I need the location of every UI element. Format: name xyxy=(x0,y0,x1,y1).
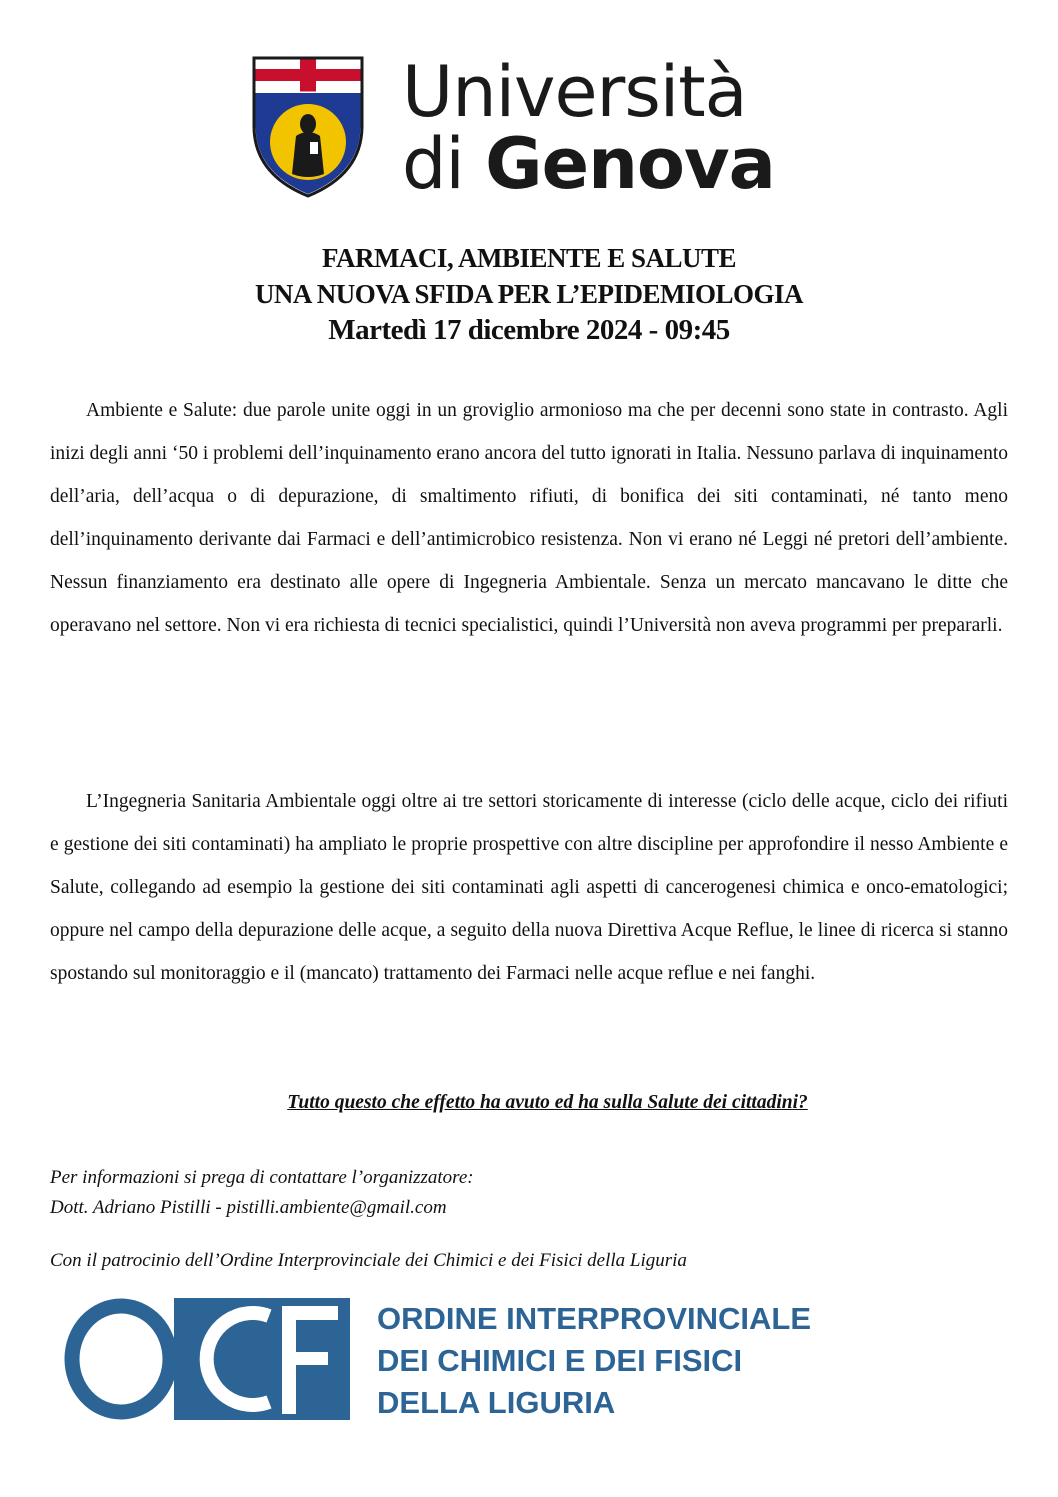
university-logo xyxy=(252,51,822,206)
ocf-line1: ORDINE INTERPROVINCIALE xyxy=(377,1301,812,1336)
body-paragraph-1: Ambiente e Salute: due parole unite oggi in un groviglio armonioso ma che per decenni sono state in contrasto. Agli inizi degli anni ‘50 i problemi dell’inquinamento erano ancora del tutto ignorati in Italia. Nessuno parlava di inquinamento dell’aria, dell’acqua o di depurazione, di smaltimento rifiuti, di bonifica dei siti contaminati, né tanto meno dell’inquinamento derivante dai Farmaci e dell’antimicrobico resistenza. Non vi erano né Leggi né pretori dell’ambiente. Nessun finanziamento era destinato alle opere di Ingegneria Ambientale. Senza un mercato mancavano le ditte che operavano nel settore. Non vi era richiesta di tecnici specialistici, quindi l’Università non aveva programmi per prepararli. xyxy=(50,400,1008,636)
event-date: Martedì 17 dicembre 2024 - 09:45 xyxy=(328,314,730,346)
title-line2: UNA NUOVA SFIDA PER L’EPIDEMIOLOGIA xyxy=(254,279,804,309)
university-name-city: Genova xyxy=(485,123,775,205)
contact-line1: Per informazioni si prega di contattare l’organizzatore: xyxy=(50,1167,474,1188)
university-name-line2 xyxy=(402,123,822,205)
key-question: Tutto questo che effetto ha avuto ed ha sulla Salute dei cittadini? xyxy=(287,1092,808,1113)
event-title xyxy=(0,240,1058,348)
ocf-wordmark xyxy=(377,1298,811,1424)
ocf-logo xyxy=(64,1298,824,1423)
university-name-line1: Università xyxy=(402,51,747,133)
title-line1: FARMACI, AMBIENTE E SALUTE xyxy=(321,243,737,273)
patronage-note: Con il patrocinio dell’Ordine Interprovinciale dei Chimici e dei Fisici della Liguria xyxy=(50,1250,687,1271)
university-wordmark xyxy=(402,51,822,205)
body-paragraph-2: L’Ingegneria Sanitaria Ambientale oggi oltre ai tre settori storicamente di interesse (ciclo delle acque, ciclo dei rifiuti e gestione dei siti contaminati) ha ampliato le proprie prospettive con altre discipline per approfondire il nesso Ambiente e Salute, collegando ad esempio la gestione dei siti contaminati agli aspetti di cancerogenesi chimica e onco-ematologici; oppure nel campo della depurazione delle acque, a seguito della nuova Direttiva Acque Reflue, le linee di ricerca si stanno spostando sul monitoraggio e il (mancato) trattamento dei Farmaci nelle acque reflue e nei fanghi. xyxy=(50,791,1008,984)
ocf-line2: DEI CHIMICI E DEI FISICI xyxy=(377,1343,743,1378)
university-shield-icon xyxy=(252,56,364,198)
university-name-prefix: di xyxy=(402,123,464,205)
ocf-mark-icon xyxy=(64,1298,354,1420)
ocf-line3: DELLA LIGURIA xyxy=(377,1385,616,1420)
contact-line2: Dott. Adriano Pistilli - pistilli.ambiente@gmail.com xyxy=(50,1197,447,1218)
contact-info xyxy=(50,1163,474,1223)
